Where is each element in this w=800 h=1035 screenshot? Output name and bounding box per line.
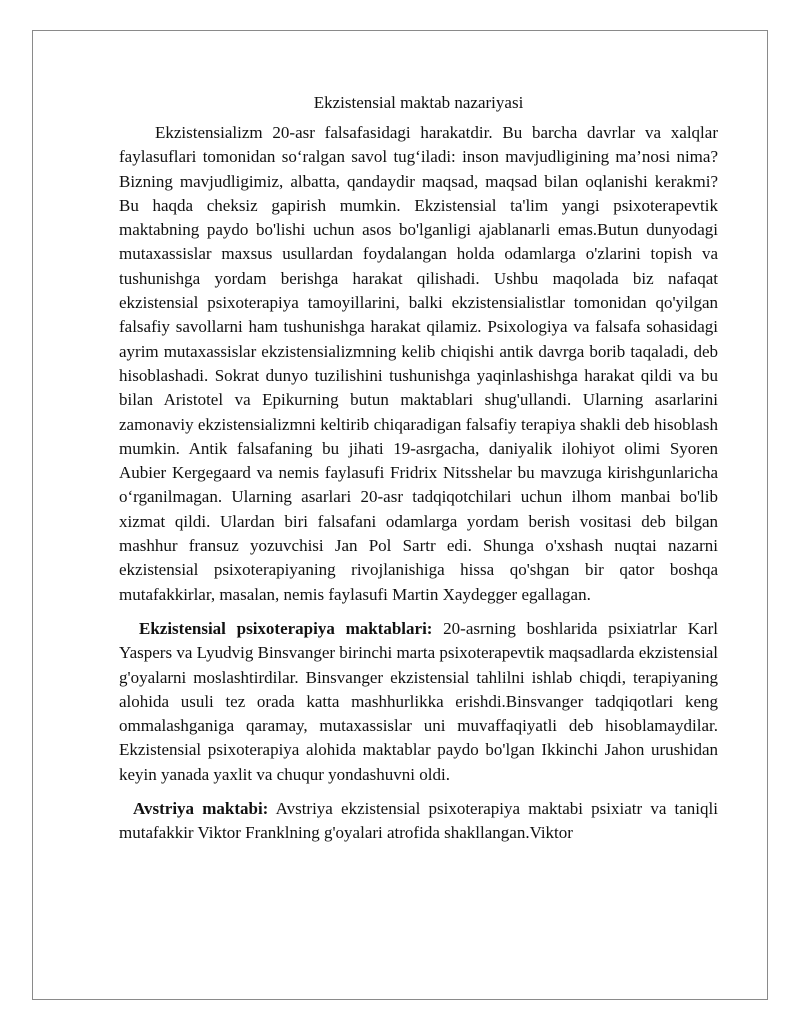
- document-page: [32, 30, 768, 1000]
- paragraph-heading: Ekzistensial psixoterapiya maktablari:: [139, 618, 433, 638]
- paragraph-austrian-school: [119, 797, 718, 846]
- paragraph-text: Avstriya ekzistensial psixoterapiya maktabi psixiatr va taniqli mutafakkir Viktor Franklning g'oyalari atrofida shakllangan.Viktor: [119, 799, 718, 843]
- paragraph-intro: [119, 121, 718, 607]
- paragraph-schools: [119, 617, 718, 787]
- document-title: Ekzistensial maktab nazariyasi: [313, 93, 524, 112]
- paragraph-text: Ekzistensializm 20-asr falsafasidagi harakatdir. Bu barcha davrlar va xalqlar faylasuflari tomonidan so‘ralgan savol tug‘iladi: inson mavjudligining ma’nosi nima? Bizning mavjudligimiz, albatta, qandaydir maqsad, maqsad bilan oqlanishi kerakmi? Bu haqda cheksiz gapirish mumkin. Ekzistensial ta'lim yangi psixoterapevtik maktabning paydo bo'lishi uchun asos bo'lganligi ajablanarli emas.Butun dunyodagi mutaxassislar maxsus usullardan foydalangan holda odamlarga o'zlarini topish va tushunishga yordam berishga harakat qilishadi. Ushbu maqolada biz nafaqat ekzistensial psixoterapiya tamoyillarini, balki ekzistensialistlar tomonidan qo'yilgan falsafiy savollarni ham tushunishga harakat qilamiz. Psixologiya va falsafa sohasidagi ayrim mutaxassislar ekzistensializmning kelib chiqishi antik davrga borib taqaladi, deb hisoblashadi. Sokrat dunyo tuzilishini tushunishga yaqinlashishga harakat qildi va bu bilan Aristotel va Epikurning butun maktablari shug'ullandi. Ularning asarlarini zamonaviy ekzistensializmni keltirib chiqaradigan falsafiy terapiya shakli deb hisoblash mumkin. Antik falsafaning bu jihati 19-asrgacha, daniyalik ilohiyot olimi Syoren Aubier Kergegaard va nemis faylasufi Fridrix Nitsshelar bu mavzuga kirishgunlaricha o‘rganilmagan. Ularning asarlari 20-asr tadqiqotchilari uchun ilhom manbai bo'lib xizmat qildi. Ulardan biri falsafani odamlarga yordam berish vositasi deb bilgan mashhur fransuz yozuvchisi Jan Pol Sartr edi. Shunga o'xshash nuqtai nazarni ekzistensial psixoterapiyaning rivojlanishiga hissa qo'shgan bir qator boshqa mutafakkirlar, masalan, nemis faylasufi Martin Xaydegger egallagan.: [119, 123, 718, 604]
- document-body: [119, 91, 718, 856]
- paragraph-text: 20-asrning boshlarida psixiatrlar Karl Yaspers va Lyudvig Binsvanger birinchi marta psixoterapevtik maqsadlarda ekzistensial g'oyalarni moslashtirdilar. Binsvanger ekzistensial tahlilni ishlab chiqdi, terapiyaning alohida usuli tez orada katta mashhurlikka erishdi.Binsvanger tadqiqotlari keng ommalashganiga qaramay, mutaxassislar uni muvaffaqiyatli deb hisoblamaydilar. Ekzistensial psixoterapiya alohida maktablar paydo bo'lgan Ikkinchi Jahon urushidan keyin yanada yaxlit va chuqur yondashuvni oldi.: [119, 618, 718, 784]
- paragraph-heading: Avstriya maktabi:: [133, 799, 269, 819]
